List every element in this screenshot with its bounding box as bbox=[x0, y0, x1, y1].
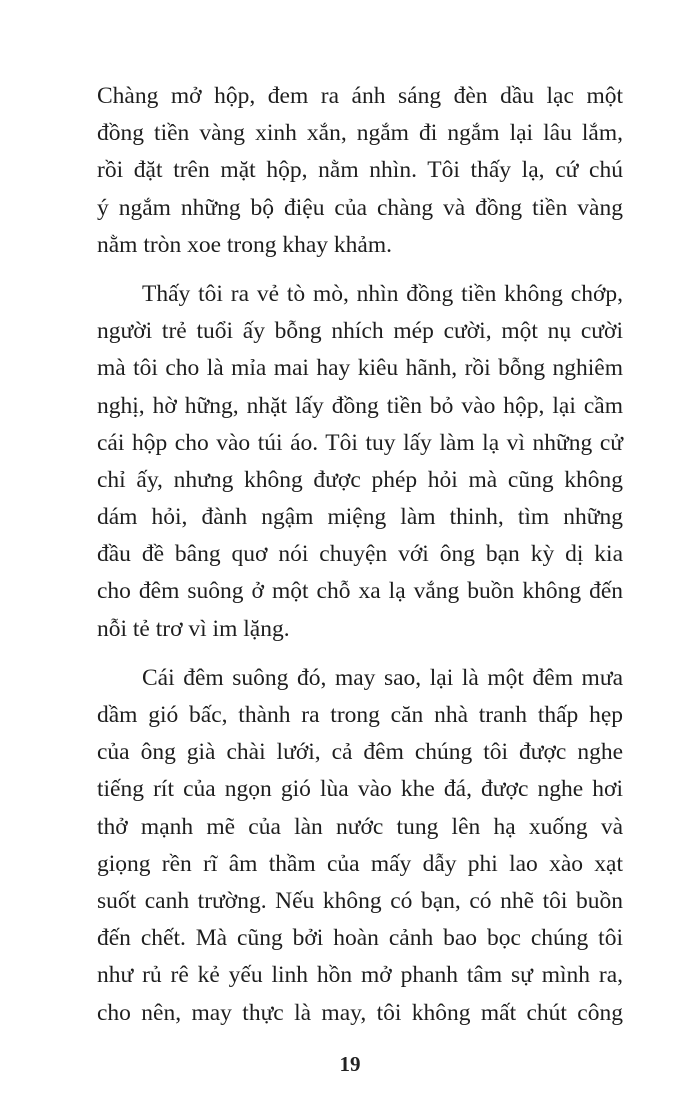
text-line: đầu đề bâng quơ nói chuyện với ông bạn kỳ dị kia bbox=[97, 541, 623, 568]
text-line: nằm tròn xoe trong khay khảm. bbox=[97, 231, 392, 258]
page-body bbox=[97, 78, 623, 1044]
text-line: dầm gió bấc, thành ra trong căn nhà tranh thấp hẹp bbox=[97, 702, 623, 728]
text-line: giọng rền rĩ âm thầm của mấy dẫy phi lao xào xạt bbox=[97, 850, 623, 877]
text-line: Chàng mở hộp, đem ra ánh sáng đèn dầu lạc một bbox=[97, 83, 623, 109]
text-line: mà tôi cho là mỉa mai hay kiêu hãnh, rồi bỗng nghiêm bbox=[97, 355, 623, 382]
paragraph-3 bbox=[97, 660, 623, 1032]
page-number: 19 bbox=[339, 1052, 361, 1076]
text-line: cho nên, may thực là may, tôi không mất chút công bbox=[97, 999, 623, 1026]
text-line: suốt canh trường. Nếu không có bạn, có nhẽ tôi buồn bbox=[97, 887, 623, 914]
paragraph-1 bbox=[97, 78, 623, 264]
text-line: người trẻ tuổi ấy bỗng nhích mép cười, một nụ cười bbox=[97, 318, 623, 345]
text-line: dám hỏi, đành ngậm miệng làm thinh, tìm những bbox=[97, 504, 623, 531]
text-line: rồi đặt trên mặt hộp, nằm nhìn. Tôi thấy lạ, cứ chú bbox=[97, 157, 623, 184]
text-line: đến chết. Mà cũng bởi hoàn cảnh bao bọc chúng tôi bbox=[97, 925, 623, 952]
paragraph-2 bbox=[97, 276, 623, 648]
text-line: như rủ rê kẻ yếu linh hồn mở phanh tâm sự mình ra, bbox=[97, 962, 623, 989]
text-line: Cái đêm suông đó, may sao, lại là một đêm mưa bbox=[142, 664, 623, 691]
text-line: cho đêm suông ở một chỗ xa lạ vắng buồn không đến bbox=[97, 578, 623, 605]
text-line: của ông già chài lưới, cả đêm chúng tôi được nghe bbox=[97, 739, 623, 766]
text-line: đồng tiền vàng xinh xắn, ngắm đi ngắm lại lâu lắm, bbox=[97, 120, 623, 147]
text-line: chỉ ấy, nhưng không được phép hỏi mà cũng không bbox=[97, 466, 623, 493]
text-line: nghị, hờ hững, nhặt lấy đồng tiền bỏ vào hộp, lại cầm bbox=[97, 392, 623, 419]
text-line: thở mạnh mẽ của làn nước tung lên hạ xuống và bbox=[97, 813, 623, 840]
text-line: tiếng rít của ngọn gió lùa vào khe đá, được nghe hơi bbox=[97, 776, 623, 803]
text-line: ý ngắm những bộ điệu của chàng và đồng tiền vàng bbox=[97, 194, 623, 221]
text-line: Thấy tôi ra vẻ tò mò, nhìn đồng tiền không chớp, bbox=[142, 280, 623, 307]
text-line: cái hộp cho vào túi áo. Tôi tuy lấy làm lạ vì những cử bbox=[97, 429, 623, 456]
text-line: nỗi tẻ trơ vì im lặng. bbox=[97, 615, 290, 642]
